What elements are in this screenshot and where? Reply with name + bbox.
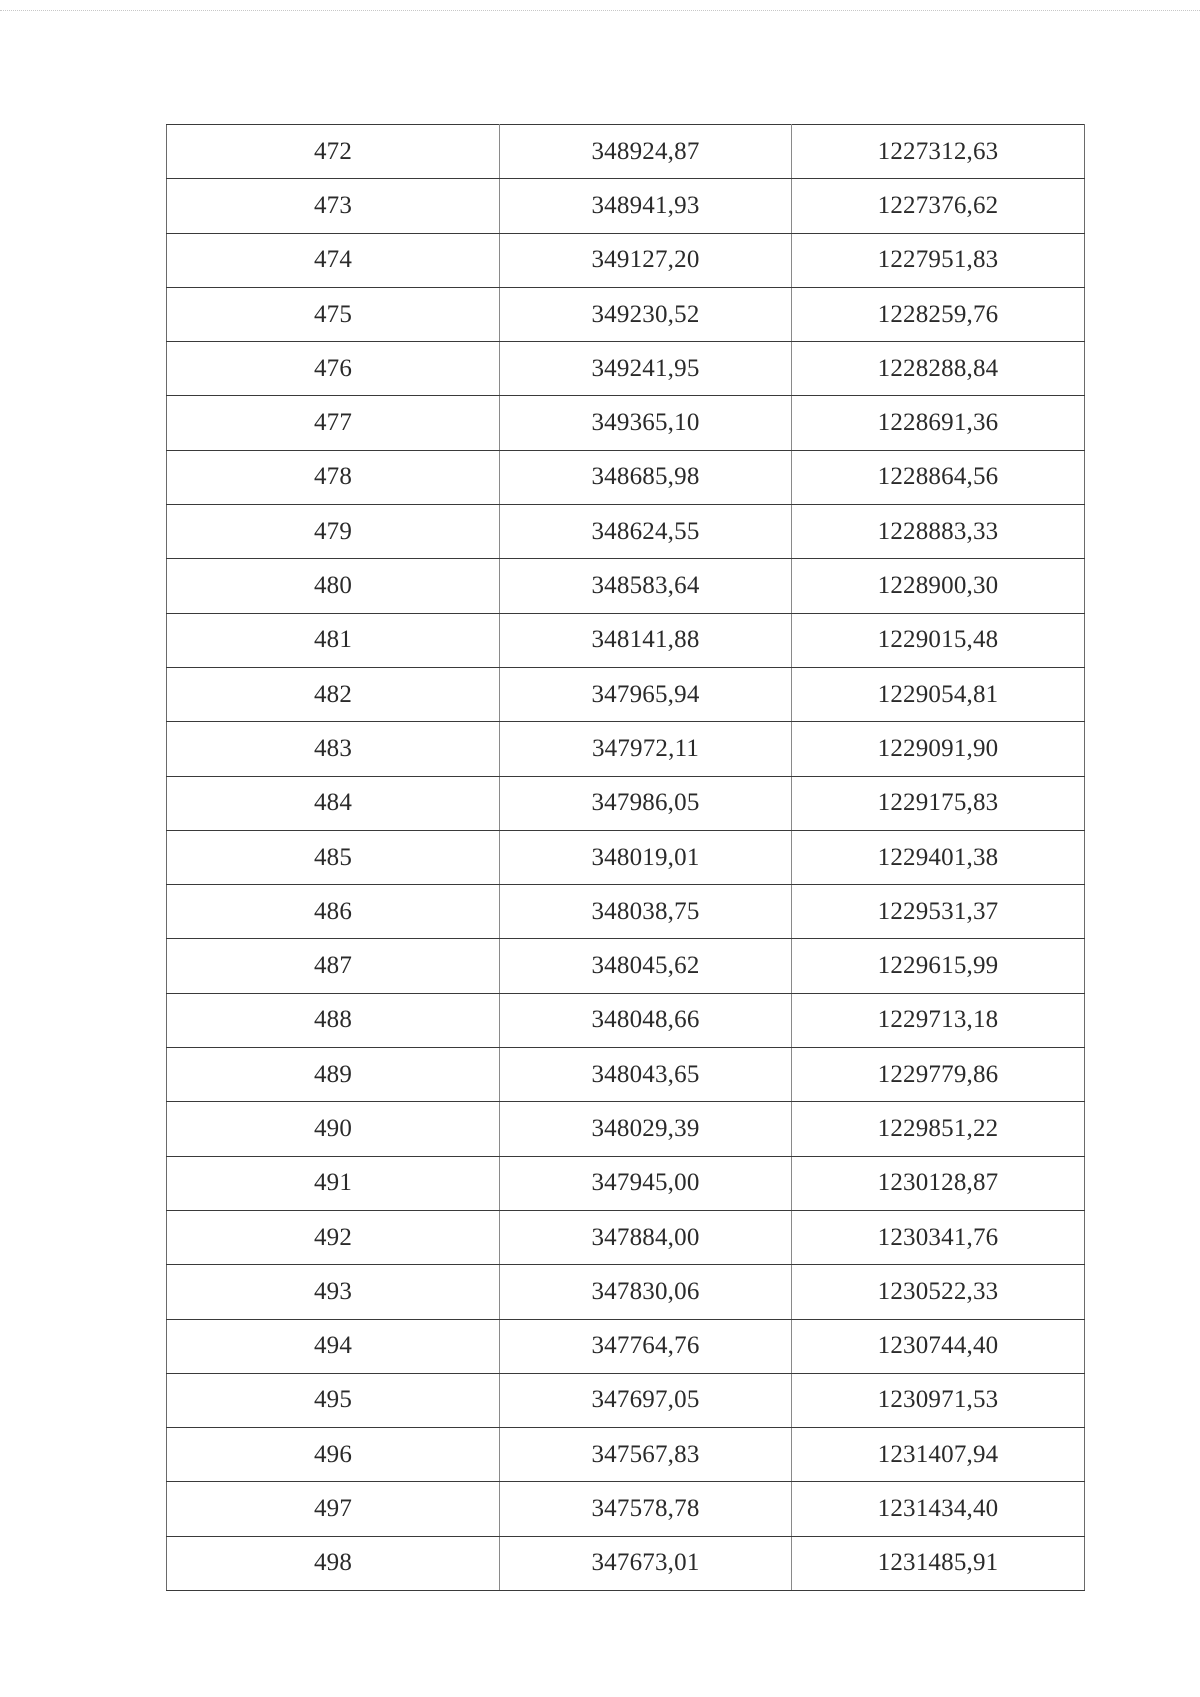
point-number-cell: 489 xyxy=(167,1048,500,1102)
point-number-cell: 494 xyxy=(167,1319,500,1373)
point-number-cell: 476 xyxy=(167,342,500,396)
y-coordinate-cell: 1231407,94 xyxy=(792,1428,1085,1482)
point-number-cell: 493 xyxy=(167,1265,500,1319)
table-row xyxy=(167,287,1085,341)
x-coordinate-cell: 347972,11 xyxy=(500,722,792,776)
table-row xyxy=(167,830,1085,884)
table-row xyxy=(167,233,1085,287)
x-coordinate-cell: 349365,10 xyxy=(500,396,792,450)
point-number-cell: 498 xyxy=(167,1536,500,1590)
y-coordinate-cell: 1228259,76 xyxy=(792,287,1085,341)
point-number-cell: 477 xyxy=(167,396,500,450)
table-row xyxy=(167,1102,1085,1156)
scan-top-edge xyxy=(0,10,1200,11)
y-coordinate-cell: 1227312,63 xyxy=(792,125,1085,179)
table-row xyxy=(167,885,1085,939)
x-coordinate-cell: 349241,95 xyxy=(500,342,792,396)
table-row xyxy=(167,1482,1085,1536)
x-coordinate-cell: 348924,87 xyxy=(500,125,792,179)
table-row xyxy=(167,776,1085,830)
y-coordinate-cell: 1228864,56 xyxy=(792,450,1085,504)
point-number-cell: 484 xyxy=(167,776,500,830)
y-coordinate-cell: 1228288,84 xyxy=(792,342,1085,396)
x-coordinate-cell: 348043,65 xyxy=(500,1048,792,1102)
y-coordinate-cell: 1231485,91 xyxy=(792,1536,1085,1590)
point-number-cell: 479 xyxy=(167,505,500,559)
point-number-cell: 492 xyxy=(167,1210,500,1264)
table-row xyxy=(167,613,1085,667)
x-coordinate-cell: 347764,76 xyxy=(500,1319,792,1373)
x-coordinate-cell: 348685,98 xyxy=(500,450,792,504)
table-row xyxy=(167,1210,1085,1264)
y-coordinate-cell: 1230971,53 xyxy=(792,1373,1085,1427)
point-number-cell: 474 xyxy=(167,233,500,287)
point-number-cell: 473 xyxy=(167,179,500,233)
point-number-cell: 495 xyxy=(167,1373,500,1427)
table-row xyxy=(167,125,1085,179)
point-number-cell: 485 xyxy=(167,830,500,884)
point-number-cell: 481 xyxy=(167,613,500,667)
y-coordinate-cell: 1229054,81 xyxy=(792,667,1085,721)
y-coordinate-cell: 1229015,48 xyxy=(792,613,1085,667)
point-number-cell: 488 xyxy=(167,993,500,1047)
point-number-cell: 472 xyxy=(167,125,500,179)
x-coordinate-cell: 347945,00 xyxy=(500,1156,792,1210)
x-coordinate-cell: 348624,55 xyxy=(500,505,792,559)
x-coordinate-cell: 347578,78 xyxy=(500,1482,792,1536)
x-coordinate-cell: 347965,94 xyxy=(500,667,792,721)
x-coordinate-cell: 347830,06 xyxy=(500,1265,792,1319)
y-coordinate-cell: 1227951,83 xyxy=(792,233,1085,287)
y-coordinate-cell: 1228691,36 xyxy=(792,396,1085,450)
point-number-cell: 478 xyxy=(167,450,500,504)
y-coordinate-cell: 1228883,33 xyxy=(792,505,1085,559)
point-number-cell: 491 xyxy=(167,1156,500,1210)
table-row xyxy=(167,559,1085,613)
y-coordinate-cell: 1229713,18 xyxy=(792,993,1085,1047)
y-coordinate-cell: 1228900,30 xyxy=(792,559,1085,613)
table-row xyxy=(167,342,1085,396)
table-row xyxy=(167,396,1085,450)
x-coordinate-cell: 347986,05 xyxy=(500,776,792,830)
y-coordinate-cell: 1229091,90 xyxy=(792,722,1085,776)
y-coordinate-cell: 1229779,86 xyxy=(792,1048,1085,1102)
x-coordinate-cell: 347884,00 xyxy=(500,1210,792,1264)
x-coordinate-cell: 349230,52 xyxy=(500,287,792,341)
table-row xyxy=(167,1048,1085,1102)
table-row xyxy=(167,1373,1085,1427)
table-row xyxy=(167,1428,1085,1482)
coordinates-table-body xyxy=(167,125,1085,1591)
table-row xyxy=(167,993,1085,1047)
x-coordinate-cell: 349127,20 xyxy=(500,233,792,287)
point-number-cell: 483 xyxy=(167,722,500,776)
y-coordinate-cell: 1231434,40 xyxy=(792,1482,1085,1536)
point-number-cell: 475 xyxy=(167,287,500,341)
y-coordinate-cell: 1230744,40 xyxy=(792,1319,1085,1373)
table-row xyxy=(167,722,1085,776)
x-coordinate-cell: 347697,05 xyxy=(500,1373,792,1427)
point-number-cell: 486 xyxy=(167,885,500,939)
point-number-cell: 480 xyxy=(167,559,500,613)
point-number-cell: 497 xyxy=(167,1482,500,1536)
table-row xyxy=(167,1156,1085,1210)
coordinates-table xyxy=(166,124,1085,1591)
table-row xyxy=(167,450,1085,504)
table-row xyxy=(167,1536,1085,1590)
x-coordinate-cell: 347567,83 xyxy=(500,1428,792,1482)
point-number-cell: 487 xyxy=(167,939,500,993)
table-row xyxy=(167,179,1085,233)
point-number-cell: 490 xyxy=(167,1102,500,1156)
y-coordinate-cell: 1229175,83 xyxy=(792,776,1085,830)
table-row xyxy=(167,505,1085,559)
x-coordinate-cell: 348019,01 xyxy=(500,830,792,884)
y-coordinate-cell: 1230522,33 xyxy=(792,1265,1085,1319)
x-coordinate-cell: 347673,01 xyxy=(500,1536,792,1590)
x-coordinate-cell: 348941,93 xyxy=(500,179,792,233)
y-coordinate-cell: 1229531,37 xyxy=(792,885,1085,939)
y-coordinate-cell: 1230341,76 xyxy=(792,1210,1085,1264)
table-row xyxy=(167,1319,1085,1373)
y-coordinate-cell: 1230128,87 xyxy=(792,1156,1085,1210)
point-number-cell: 496 xyxy=(167,1428,500,1482)
x-coordinate-cell: 348048,66 xyxy=(500,993,792,1047)
x-coordinate-cell: 348029,39 xyxy=(500,1102,792,1156)
x-coordinate-cell: 348038,75 xyxy=(500,885,792,939)
point-number-cell: 482 xyxy=(167,667,500,721)
table-row xyxy=(167,1265,1085,1319)
table-row xyxy=(167,667,1085,721)
x-coordinate-cell: 348045,62 xyxy=(500,939,792,993)
y-coordinate-cell: 1227376,62 xyxy=(792,179,1085,233)
x-coordinate-cell: 348141,88 xyxy=(500,613,792,667)
table-row xyxy=(167,939,1085,993)
x-coordinate-cell: 348583,64 xyxy=(500,559,792,613)
y-coordinate-cell: 1229401,38 xyxy=(792,830,1085,884)
y-coordinate-cell: 1229851,22 xyxy=(792,1102,1085,1156)
y-coordinate-cell: 1229615,99 xyxy=(792,939,1085,993)
